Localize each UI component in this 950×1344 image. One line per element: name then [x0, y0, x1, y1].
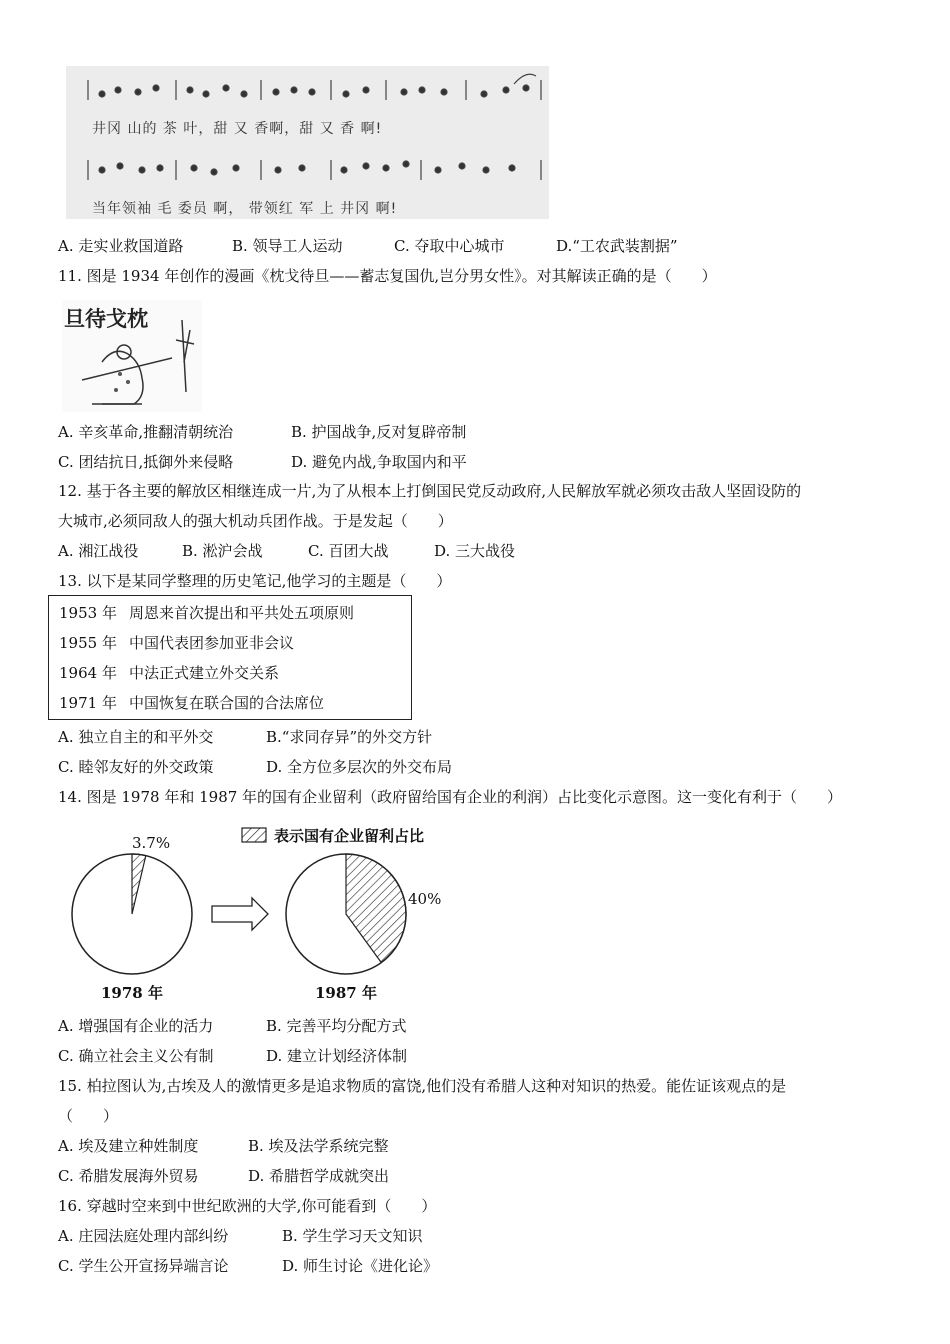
note-row: [59, 692, 324, 713]
q14-option-a[interactable]: A. 增强国有企业的活力: [58, 1017, 214, 1035]
lyric-line-1: 井冈 山的 茶 叶，甜 又 香啊，甜 又 香 啊!: [92, 121, 383, 137]
note-year: 1971 年: [59, 694, 117, 712]
q13-option-a[interactable]: A. 独立自主的和平外交: [58, 728, 214, 746]
note-text: 中法正式建立外交关系: [129, 664, 280, 682]
note-row: [59, 662, 279, 683]
q14-option-c[interactable]: C. 确立社会主义公有制: [58, 1047, 214, 1065]
q14-options-row2: [58, 1046, 407, 1066]
q15-options-row2: [58, 1166, 389, 1186]
q10-option-c[interactable]: C. 夺取中心城市: [394, 237, 505, 255]
pie-1987-year-label: 1987 年: [315, 984, 377, 1002]
q13-options-row2: [58, 757, 452, 777]
lyric-line-2: 当年领袖 毛 委员 啊， 带领红 军 上 井冈 啊!: [92, 201, 398, 217]
legend-label: 表示国有企业留利占比: [274, 827, 425, 845]
note-text: 周恩来首次提出和平共处五项原则: [129, 604, 355, 622]
q13-option-c[interactable]: C. 睦邻友好的外交政策: [58, 758, 214, 776]
pie-1987-value-label: 40%: [408, 890, 442, 908]
pie-1978-value-label: 3.7%: [132, 834, 171, 852]
legend-swatch: [242, 828, 266, 842]
q10-options: [58, 236, 678, 256]
note-year: 1953 年: [59, 604, 117, 622]
q11-option-d[interactable]: D. 避免内战,争取国内和平: [291, 453, 467, 471]
q12-options: [58, 541, 515, 561]
q13-stem: 13. 以下是某同学整理的历史笔记,他学习的主题是（ ）: [58, 572, 452, 590]
q11-stem: 11. 图是 1934 年创作的漫画《枕戈待旦——蓄志复国仇,岂分男女性》。对其解读正确的是（ ）: [58, 267, 717, 285]
cartoon-image: [62, 300, 202, 412]
q16-option-d[interactable]: D. 师生讨论《进化论》: [282, 1257, 439, 1275]
pie-chart-svg: [62, 822, 462, 1004]
q16-option-a[interactable]: A. 庄园法庭处理内部纠纷: [58, 1227, 229, 1245]
history-notes-box: [48, 595, 412, 720]
q12-stem-line2: 大城市,必须同敌人的强大机动兵团作战。于是发起（ ）: [58, 512, 453, 530]
pie-1978-year-label: 1978 年: [101, 984, 163, 1002]
q12-stem-line1: 12. 基于各主要的解放区相继连成一片,为了从根本上打倒国民党反动政府,人民解放军就必须攻击敌人坚固设防的: [58, 482, 802, 500]
q12-option-a[interactable]: A. 湘江战役: [58, 542, 139, 560]
cartoon-graphic: [62, 300, 202, 412]
q12-option-c[interactable]: C. 百团大战: [308, 542, 389, 560]
q16-option-c[interactable]: C. 学生公开宣扬异端言论: [58, 1257, 229, 1275]
q11-options-row1: [58, 422, 466, 442]
cartoon-title: 旦待戈枕: [64, 306, 148, 331]
arrow-right-icon: [212, 898, 268, 930]
q13-options-row1: [58, 727, 432, 747]
q12-option-b[interactable]: B. 淞沪会战: [182, 542, 263, 560]
q11-option-b[interactable]: B. 护国战争,反对复辟帝制: [291, 423, 467, 441]
q15-option-c[interactable]: C. 希腊发展海外贸易: [58, 1167, 199, 1185]
q15-stem-line2: （ ）: [58, 1107, 119, 1125]
q14-option-d[interactable]: D. 建立计划经济体制: [266, 1047, 408, 1065]
q11-option-a[interactable]: A. 辛亥革命,推翻清朝统治: [58, 423, 234, 441]
q15-options-row1: [58, 1136, 389, 1156]
note-year: 1955 年: [59, 634, 117, 652]
q14-options-row1: [58, 1016, 407, 1036]
note-text: 中国代表团参加亚非会议: [129, 634, 295, 652]
q15-stem-line1: 15. 柏拉图认为,古埃及人的激情更多是追求物质的富饶,他们没有希腊人这种对知识的热爱。能佐证该观点的是: [58, 1077, 787, 1095]
q16-options-row2: [58, 1256, 438, 1276]
music-staff-graphic: [66, 66, 549, 219]
q16-stem: 16. 穿越时空来到中世纪欧洲的大学,你可能看到（ ）: [58, 1197, 437, 1215]
note-text: 中国恢复在联合国的合法席位: [129, 694, 325, 712]
q10-option-d[interactable]: D.“工农武装割据”: [556, 237, 678, 255]
q11-option-c[interactable]: C. 团结抗日,抵御外来侵略: [58, 453, 234, 471]
note-row: [59, 602, 354, 623]
q15-option-a[interactable]: A. 埃及建立种姓制度: [58, 1137, 199, 1155]
song-score-image: [66, 66, 549, 219]
q15-option-b[interactable]: B. 埃及法学系统完整: [248, 1137, 389, 1155]
note-year: 1964 年: [59, 664, 117, 682]
q11-options-row2: [58, 452, 467, 472]
q14-option-b[interactable]: B. 完善平均分配方式: [266, 1017, 407, 1035]
q16-options-row1: [58, 1226, 423, 1246]
q13-option-b[interactable]: B.“求同存异”的外交方针: [266, 728, 433, 746]
pie-chart-figure: [62, 822, 462, 1004]
q14-stem: 14. 图是 1978 年和 1987 年的国有企业留利（政府留给国有企业的利润）占比变化示意图。这一变化有利于（ ）: [58, 788, 843, 806]
q10-option-b[interactable]: B. 领导工人运动: [232, 237, 343, 255]
q10-option-a[interactable]: A. 走实业救国道路: [58, 237, 184, 255]
q16-option-b[interactable]: B. 学生学习天文知识: [282, 1227, 423, 1245]
note-row: [59, 632, 294, 653]
q12-option-d[interactable]: D. 三大战役: [434, 542, 516, 560]
q13-option-d[interactable]: D. 全方位多层次的外交布局: [266, 758, 453, 776]
q15-option-d[interactable]: D. 希腊哲学成就突出: [248, 1167, 390, 1185]
